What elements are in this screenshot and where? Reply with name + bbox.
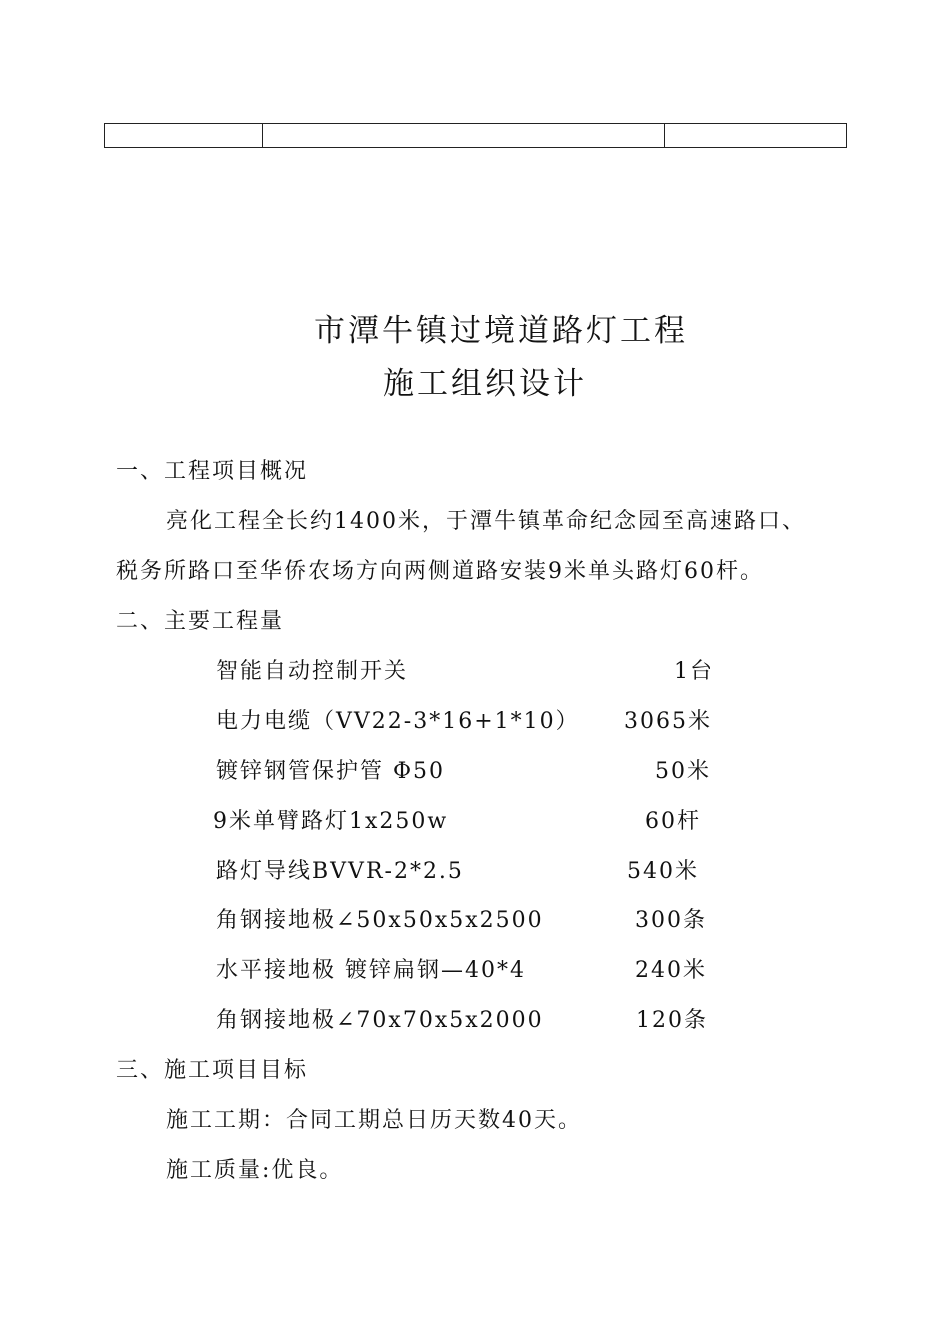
section-3-line-1: 施工工期：合同工期总日历天数40天。 — [166, 1108, 582, 1133]
header-cell-1 — [105, 124, 263, 148]
section-1-paragraph-line-1: 亮化工程全长约1400米，于潭牛镇革命纪念园至高速路口、 — [166, 509, 806, 534]
quantity-item-qty: 1台 — [674, 659, 714, 684]
quantity-item-name: 智能自动控制开关 — [216, 659, 409, 684]
quantity-item-qty: 50米 — [655, 759, 711, 784]
section-1-heading: 一、工程项目概况 — [116, 459, 309, 484]
quantity-item-qty: 540米 — [627, 859, 699, 884]
quantity-item-qty: 60杆 — [645, 809, 701, 834]
title-line-2: 施工组织设计 — [383, 366, 587, 402]
quantity-item-name: 水平接地极 镀锌扁钢—40*4 — [216, 958, 526, 983]
header-cell-3 — [665, 124, 847, 148]
quantity-item-qty: 120条 — [636, 1008, 708, 1033]
section-3-line-2: 施工质量:优良。 — [166, 1158, 344, 1183]
section-3-heading: 三、施工项目目标 — [116, 1058, 309, 1083]
quantity-item-name: 镀锌钢管保护管 Φ50 — [216, 759, 446, 784]
quantity-item-qty: 300条 — [635, 908, 707, 933]
quantity-item-name: 9米单臂路灯1x250w — [213, 809, 449, 834]
quantity-item-name: 电力电缆（VV22-3*16+1*10） — [216, 709, 580, 734]
section-2-heading: 二、主要工程量 — [116, 609, 285, 634]
section-1-paragraph-line-2: 税务所路口至华侨农场方向两侧道路安装9米单头路灯60杆。 — [116, 559, 764, 584]
quantity-item-qty: 240米 — [635, 958, 707, 983]
quantity-item-name: 角钢接地极∠50x50x5x2500 — [216, 908, 544, 933]
header-table — [104, 123, 847, 148]
quantity-item-name: 路灯导线BVVR-2*2.5 — [216, 859, 464, 884]
title-line-1: 市潭牛镇过境道路灯工程 — [314, 313, 688, 349]
quantity-item-qty: 3065米 — [624, 709, 712, 734]
header-table-row — [105, 124, 847, 148]
header-cell-2 — [263, 124, 665, 148]
quantity-item-name: 角钢接地极∠70x70x5x2000 — [216, 1008, 544, 1033]
